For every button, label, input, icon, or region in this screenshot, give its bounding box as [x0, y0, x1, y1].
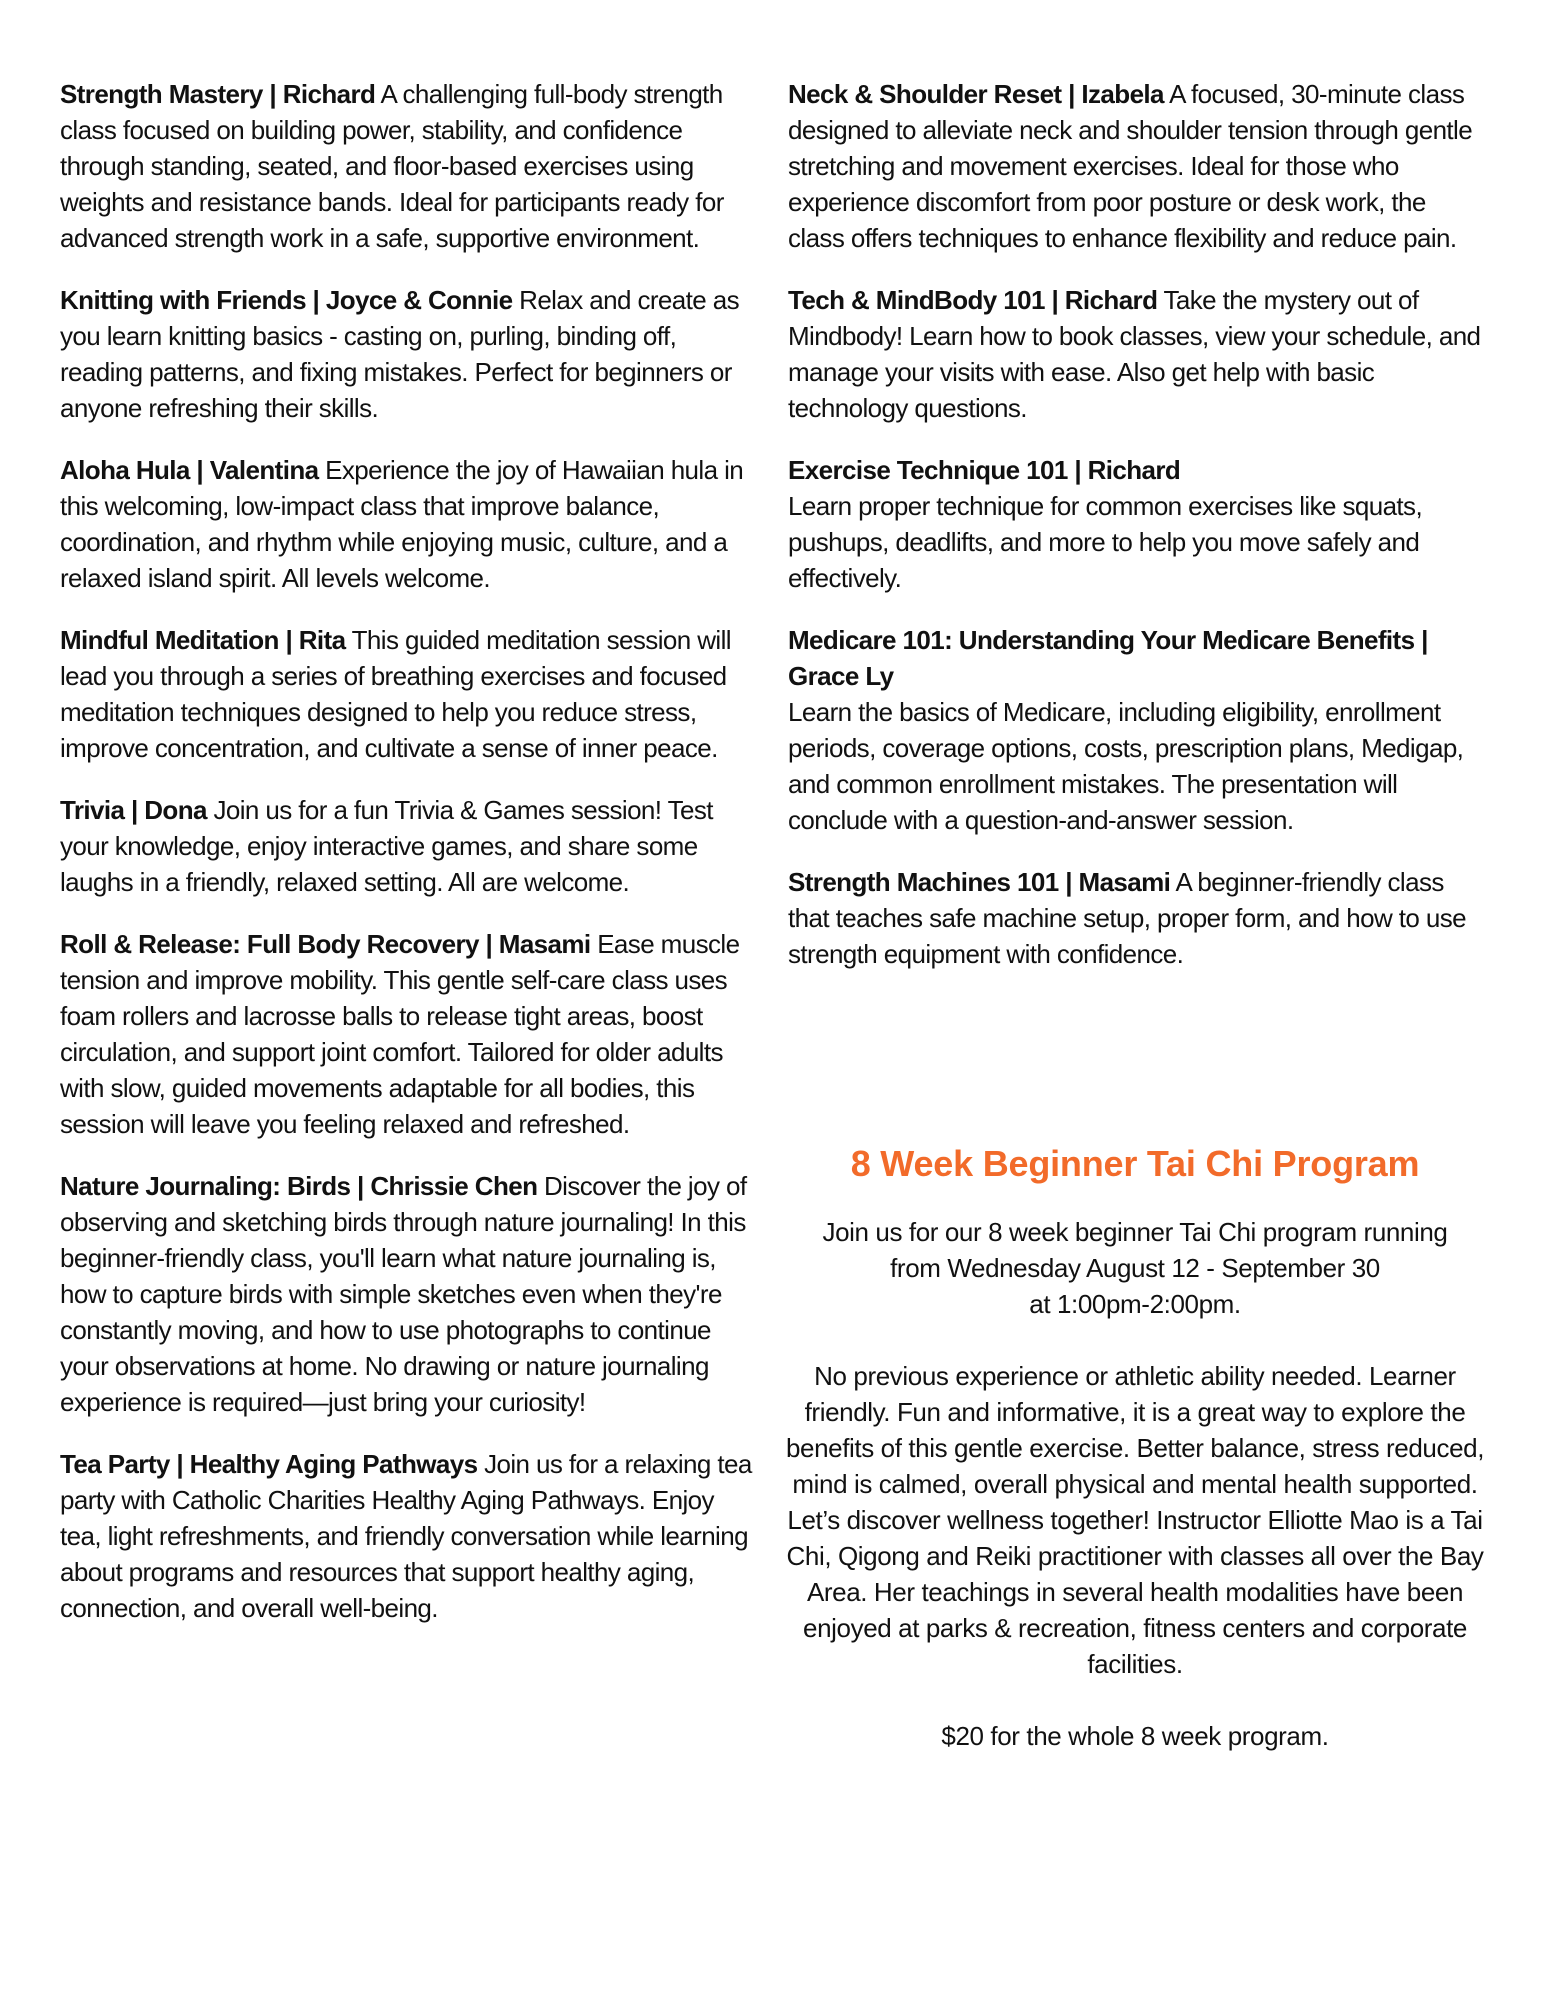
- class-title: Tech & MindBody 101 | Richard: [788, 285, 1158, 315]
- class-title: Strength Mastery | Richard: [60, 79, 376, 109]
- class-description: Take the mystery out of Mindbody! Learn how to book classes, view your schedule, and manage your visits with ease. Also get help with basic technology questions.: [788, 285, 1481, 423]
- class-entry-knitting: [60, 282, 760, 426]
- class-title: Strength Machines 101 | Masami: [788, 867, 1171, 897]
- class-description: Learn the basics of Medicare, including eligibility, enrollment periods, coverage options, costs, prescription plans, Medigap, and common enrollment mistakes. The presentation will conclude with a question-and-answer session.: [788, 697, 1464, 835]
- class-entry-exercise-technique: [788, 452, 1488, 596]
- tai-chi-intro-line: Join us for our 8 week beginner Tai Chi program running: [822, 1217, 1448, 1247]
- class-entry-neck-shoulder: [788, 76, 1488, 256]
- tai-chi-intro: [770, 1214, 1500, 1322]
- class-title: Trivia | Dona: [60, 795, 207, 825]
- class-entry-strength-mastery: [60, 76, 760, 256]
- class-description: Ease muscle tension and improve mobility. This gentle self-care class uses foam rollers and lacrosse balls to release tight areas, boost circulation, and support joint comfort. Tailored for older adults with slow, guided movements adaptable for all bodies, this session will leave you feeling relaxed and refreshed.: [60, 929, 740, 1139]
- class-entry-roll-release: [60, 926, 760, 1142]
- class-entry-trivia: [60, 792, 760, 900]
- right-column: [788, 76, 1488, 972]
- class-description: Learn proper technique for common exercises like squats, pushups, deadlifts, and more to help you move safely and effectively.: [788, 491, 1423, 593]
- tai-chi-time-line: at 1:00pm-2:00pm.: [1029, 1289, 1241, 1319]
- class-entry-mindful-meditation: [60, 622, 760, 766]
- class-title: Nature Journaling: Birds | Chrissie Chen: [60, 1171, 538, 1201]
- class-title: Knitting with Friends | Joyce & Connie: [60, 285, 513, 315]
- class-title: Medicare 101: Understanding Your Medicare Benefits | Grace Ly: [788, 625, 1428, 691]
- class-description: A focused, 30-minute class designed to alleviate neck and shoulder tension through gentle stretching and movement exercises. Ideal for those who experience discomfort from poor posture or desk work, the class offers techniques to enhance flexibility and reduce pain.: [788, 79, 1473, 253]
- class-description: A challenging full-body strength class focused on building power, stability, and confidence through standing, seated, and floor-based exercises using weights and resistance bands. Ideal for participants ready for advanced strength work in a safe, supportive environment.: [60, 79, 724, 253]
- class-description: This guided meditation session will lead you through a series of breathing exercises and focused meditation techniques designed to help you reduce stress, improve concentration, and cultivate a sense of inner peace.: [60, 625, 731, 763]
- class-entry-nature-journaling: [60, 1168, 760, 1420]
- tai-chi-price: $20 for the whole 8 week program.: [941, 1721, 1329, 1751]
- left-column: [60, 76, 760, 1626]
- class-description: Discover the joy of observing and sketching birds through nature journaling! In this beginner-friendly class, you'll learn what nature journaling is, how to capture birds with simple sketches even when they're constantly moving, and how to use photographs to continue your observations at home. No drawing or nature journaling experience is required—just bring your curiosity!: [60, 1171, 747, 1417]
- tai-chi-dates-line: from Wednesday August 12 - September 30: [890, 1253, 1380, 1283]
- class-description: Experience the joy of Hawaiian hula in this welcoming, low-impact class that improve balance, coordination, and rhythm while enjoying music, culture, and a relaxed island spirit. All levels welcome.: [60, 455, 744, 593]
- class-title: Mindful Meditation | Rita: [60, 625, 346, 655]
- class-entry-tea-party: [60, 1446, 760, 1626]
- class-entry-tech-mindbody: [788, 282, 1488, 426]
- class-description: A beginner-friendly class that teaches safe machine setup, proper form, and how to use strength equipment with confidence.: [788, 867, 1466, 969]
- class-description: Join us for a fun Trivia & Games session! Test your knowledge, enjoy interactive games, and share some laughs in a friendly, relaxed setting. All are welcome.: [60, 795, 713, 897]
- class-description: Join us for a relaxing tea party with Catholic Charities Healthy Aging Pathways. Enjoy tea, light refreshments, and friendly conversation while learning about programs and resources that support healthy aging, connection, and overall well-being.: [60, 1449, 752, 1623]
- class-title: Exercise Technique 101 | Richard: [788, 455, 1181, 485]
- class-title: Tea Party | Healthy Aging Pathways: [60, 1449, 478, 1479]
- class-entry-medicare: [788, 622, 1488, 838]
- tai-chi-program-section: [770, 1140, 1500, 1754]
- class-description: Relax and create as you learn knitting basics - casting on, purling, binding off, reading patterns, and fixing mistakes. Perfect for beginners or anyone refreshing their skills.: [60, 285, 739, 423]
- class-title: Roll & Release: Full Body Recovery | Masami: [60, 929, 591, 959]
- class-title: Aloha Hula | Valentina: [60, 455, 319, 485]
- tai-chi-description: No previous experience or athletic ability needed. Learner friendly. Fun and informative, it is a great way to explore the benefits of this gentle exercise. Better balance, stress reduced, mind is calmed, overall physical and mental health supported. Let’s discover wellness together! Instructor Elliotte Mao is a Tai Chi, Qigong and Reiki practitioner with classes all over the Bay Area. Her teachings in several health modalities have been enjoyed at parks & recreation, fitness centers and corporate facilities.: [785, 1361, 1485, 1679]
- tai-chi-heading: 8 Week Beginner Tai Chi Program: [850, 1143, 1420, 1184]
- class-entry-strength-machines: [788, 864, 1488, 972]
- class-entry-aloha-hula: [60, 452, 760, 596]
- class-title: Neck & Shoulder Reset | Izabela: [788, 79, 1164, 109]
